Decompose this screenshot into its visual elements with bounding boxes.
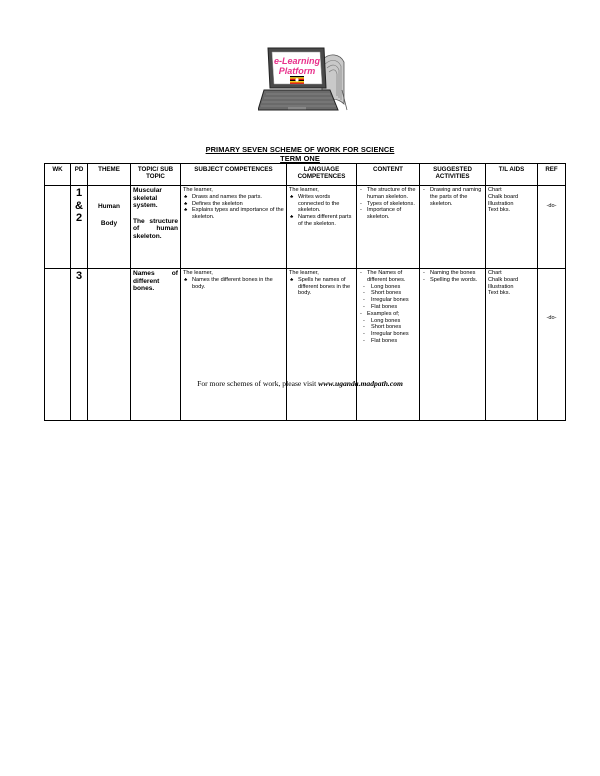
tl-aids-cell xyxy=(486,269,538,421)
list-item: - Examples of; xyxy=(359,311,417,318)
list-item: ♣ Writes words connected to the skeleton. xyxy=(289,194,354,214)
table-header-row xyxy=(45,164,566,186)
topic-text: Names of different bones. xyxy=(133,270,178,293)
activities-cell xyxy=(420,269,486,421)
topic-text: Muscular skeletal system. xyxy=(133,187,162,210)
theme-line: Human xyxy=(97,203,121,210)
logo-line2: Platform xyxy=(278,66,316,76)
table-row xyxy=(45,186,566,269)
list-item: - Drawing and naming the parts of the skeleton. xyxy=(422,187,483,207)
pd-ampersand: & xyxy=(75,199,83,212)
list-item: - Flat bones xyxy=(359,338,417,345)
header-pd: PD xyxy=(71,164,88,186)
list-item: - Importance of skeleton. xyxy=(359,207,417,221)
header-theme: THEME xyxy=(88,164,131,186)
content-cell xyxy=(357,269,420,421)
list-item: - Short bones xyxy=(359,324,417,331)
header-content: CONTENT xyxy=(357,164,420,186)
ref-cell: -do- xyxy=(538,186,566,269)
document-title: PRIMARY SEVEN SCHEME OF WORK FOR SCIENCE xyxy=(205,145,395,154)
list-item: ♣ Draws and names the parts. xyxy=(183,194,284,201)
learner-intro: The learner, xyxy=(289,270,319,276)
list-item: ♣ Names the different bones in the body. xyxy=(183,277,284,291)
header-subject-competences: SUBJECT COMPETENCES xyxy=(181,164,287,186)
list-item: - Irregular bones xyxy=(359,331,417,338)
content-cell xyxy=(357,186,420,269)
pd-cell xyxy=(71,186,88,269)
header-wk: WK xyxy=(45,164,71,186)
list-item: - Flat bones xyxy=(359,304,417,311)
list-item: - Long bones xyxy=(359,284,417,291)
language-competences-cell xyxy=(287,186,357,269)
wk-cell xyxy=(45,186,71,269)
elearning-platform-logo xyxy=(258,44,348,120)
list-item: - Spelling the words. xyxy=(422,277,483,284)
list-item: - Irregular bones xyxy=(359,297,417,304)
list-item: - The structure of the human skeleton. xyxy=(359,187,417,201)
logo-line1: e-Learning xyxy=(273,56,321,66)
header-language-competences: LANGUAGE COMPETENCES xyxy=(287,164,357,186)
aid-item: Text bks. xyxy=(488,207,511,214)
tl-aids-cell xyxy=(486,186,538,269)
list-item: - Naming the bones xyxy=(422,270,483,277)
learner-intro: The learner, xyxy=(183,270,213,276)
theme-cell xyxy=(88,269,131,421)
footer-text: For more schemes of work, please visit xyxy=(197,379,319,388)
learner-intro: The learner, xyxy=(183,187,213,193)
theme-line: Body xyxy=(100,219,118,227)
header-topic: TOPIC/ SUB TOPIC xyxy=(131,164,181,186)
term-heading: TERM ONE xyxy=(280,154,320,163)
header-activities: SUGGESTED ACTIVITIES xyxy=(420,164,486,186)
aid-item: Illustration xyxy=(488,283,514,290)
topic-cell xyxy=(131,269,181,421)
list-item: ♣ Names different parts of the skeleton. xyxy=(289,214,354,228)
activities-cell xyxy=(420,186,486,269)
pd-number: 1 xyxy=(75,187,83,199)
learner-intro: The learner, xyxy=(289,187,319,193)
aid-item: Chart xyxy=(488,270,502,276)
pd-number: 2 xyxy=(75,212,83,224)
website-link[interactable]: www.uganda.madpath.com xyxy=(318,379,403,388)
wk-cell xyxy=(45,269,71,421)
uganda-flag-icon xyxy=(290,76,304,84)
list-item: ♣ Spells he names of different bones in the body. xyxy=(289,277,354,297)
aid-item: Text bks. xyxy=(488,290,511,297)
table-row xyxy=(45,269,566,421)
list-item: - Types of skeletons. xyxy=(359,201,417,208)
list-item: - Long bones xyxy=(359,318,417,325)
aid-item: Chart xyxy=(488,187,502,193)
language-competences-cell xyxy=(287,269,357,421)
list-item: - Short bones xyxy=(359,290,417,297)
list-item: ♣ Defines the skeleton xyxy=(183,201,284,208)
pd-cell: 3 xyxy=(71,269,88,421)
header-ref: REF xyxy=(538,164,566,186)
subtopic-text: The structure of human skeleton. xyxy=(133,217,178,240)
footer-note xyxy=(0,379,600,388)
subject-competences-cell xyxy=(181,269,287,421)
ref-cell: -do- xyxy=(538,269,566,421)
list-item: ♣ Explains types and importance of the skeleton. xyxy=(183,207,284,221)
theme-cell xyxy=(88,186,131,269)
header-tl-aids: T/L AIDS xyxy=(486,164,538,186)
subject-competences-cell xyxy=(181,186,287,269)
aid-item: Illustration xyxy=(488,200,514,207)
aid-item: Chalk board xyxy=(488,276,519,283)
topic-cell xyxy=(131,186,181,269)
aid-item: Chalk board xyxy=(488,193,519,200)
list-item: - The Names of different bones. xyxy=(359,270,417,284)
